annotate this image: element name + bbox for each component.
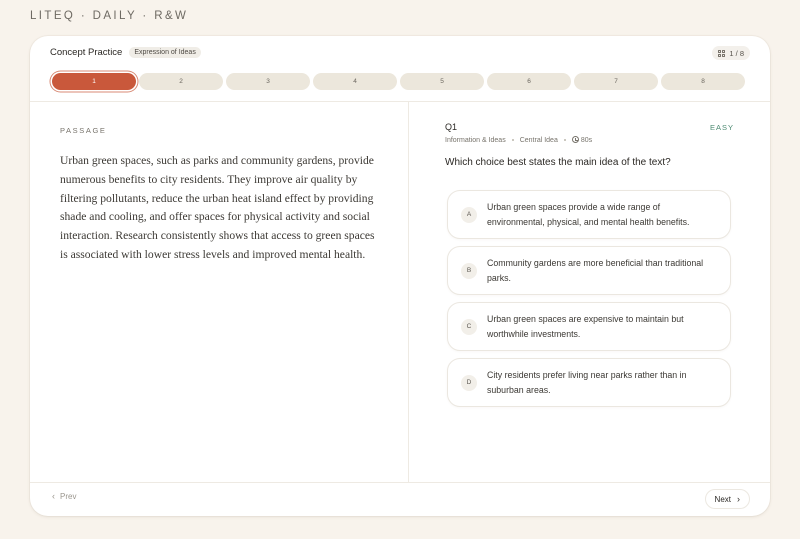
- passage-panel: [60, 126, 380, 265]
- option-letter: B: [461, 263, 477, 279]
- passage-text: Urban green spaces, such as parks and community gardens, provide numerous benefits to city residents. They improve air quality by filtering pollutants, reduce the urban heat island effect by providing shade and cooling, and offer spaces for physical activity and social interaction. Research consistently shows that access to green spaces is associated with lower stress levels and improved mental health.: [60, 154, 375, 261]
- step-6[interactable]: 6: [487, 73, 571, 90]
- option-letter: A: [461, 207, 477, 223]
- grid-icon: [718, 50, 725, 57]
- option-text: City residents prefer living near parks rather than in suburban areas.: [487, 369, 687, 395]
- question-number: Q1: [445, 122, 458, 132]
- prev-label: Prev: [60, 492, 77, 501]
- step-7[interactable]: 7: [574, 73, 658, 90]
- category-badge: Expression of Ideas: [129, 47, 200, 58]
- question-skill: Central Idea: [519, 136, 558, 144]
- step-4[interactable]: 4: [313, 73, 397, 90]
- question-domain: Information & Ideas: [445, 136, 506, 144]
- column-divider: [408, 102, 409, 482]
- chevron-left-icon: ‹: [52, 491, 55, 501]
- card-header: [30, 36, 770, 102]
- option-d[interactable]: [447, 358, 731, 407]
- clock-icon: [572, 136, 579, 143]
- brand-logo: LITEQ · DAILY · R&W: [30, 10, 189, 22]
- next-label: Next: [714, 494, 731, 504]
- step-3[interactable]: 3: [226, 73, 310, 90]
- title-row: [50, 47, 201, 58]
- question-header: [445, 122, 735, 168]
- question-time: [572, 136, 592, 144]
- option-text: Urban green spaces provide a wide range of environmental, physical, and mental health benefits.: [487, 201, 690, 227]
- question-counter[interactable]: [712, 46, 750, 60]
- page-title: Concept Practice: [50, 47, 123, 58]
- passage-label: PASSAGE: [60, 126, 107, 135]
- option-b[interactable]: [447, 246, 731, 295]
- question-meta: [445, 136, 735, 144]
- option-text: Community gardens are more beneficial than traditional parks.: [487, 257, 704, 283]
- step-navigator: [52, 73, 745, 90]
- option-a[interactable]: [447, 190, 731, 239]
- meta-separator: [564, 139, 566, 141]
- option-text: Urban green spaces are expensive to maintain but worthwhile investments.: [487, 313, 684, 339]
- option-letter: D: [461, 375, 477, 391]
- option-letter: C: [461, 319, 477, 335]
- question-stem: Which choice best states the main idea of the text?: [445, 157, 671, 168]
- card-footer: [30, 483, 770, 516]
- step-5[interactable]: 5: [400, 73, 484, 90]
- step-2[interactable]: 2: [139, 73, 223, 90]
- step-1[interactable]: 1: [52, 73, 136, 90]
- header-divider: [30, 101, 770, 102]
- next-button[interactable]: [705, 489, 750, 509]
- step-8[interactable]: 8: [661, 73, 745, 90]
- prev-button[interactable]: [52, 492, 76, 501]
- meta-separator: [512, 139, 514, 141]
- counter-text: 1 / 8: [729, 48, 744, 58]
- difficulty-badge: EASY: [709, 123, 734, 132]
- chevron-right-icon: ›: [737, 493, 740, 504]
- time-value: 80s: [580, 137, 593, 144]
- option-c[interactable]: [447, 302, 731, 351]
- answer-options: [447, 190, 731, 414]
- practice-card: [30, 36, 770, 516]
